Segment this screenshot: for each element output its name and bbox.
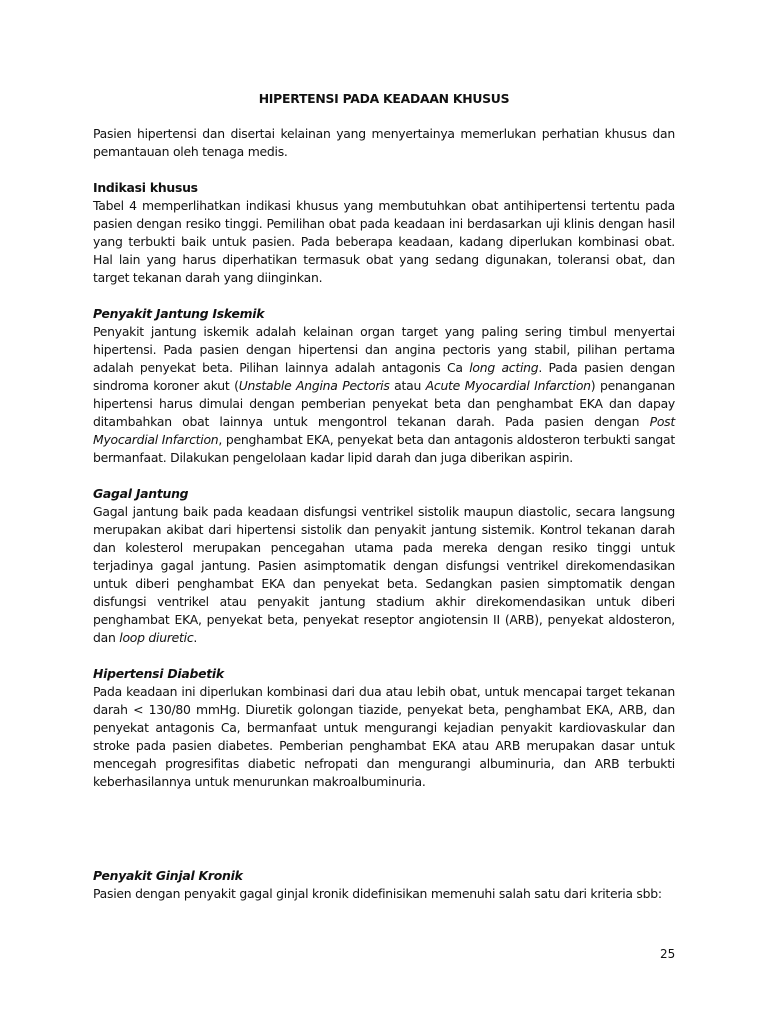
italic-term: long acting bbox=[469, 360, 539, 375]
indikasi-section bbox=[93, 179, 675, 287]
document-page bbox=[93, 90, 675, 921]
iskemik-section bbox=[93, 305, 675, 467]
section-heading-indikasi: Indikasi khusus bbox=[93, 180, 198, 195]
italic-term: Unstable Angina Pectoris bbox=[238, 378, 390, 393]
text-run: atau bbox=[389, 378, 426, 393]
diabetik-section bbox=[93, 665, 675, 791]
intro-section bbox=[93, 125, 675, 161]
text-run: . Pada pasien dengan sindroma koroner akut ( bbox=[93, 360, 675, 393]
diabetik-paragraph: Pada keadaan ini diperlukan kombinasi dari dua atau lebih obat, untuk mencapai target tekanan darah < 130/80 mmHg. Diuretik golongan tiazide, penyekat beta, penghambat EKA, ARB, dan penyekat antagonis Ca, bermanfaat untuk mengurangi kejadian penyakit kardiovaskular dan stroke pada pasien diabetes. Pemberian penghambat EKA atau ARB merupakan dasar untuk mencegah progresifitas diabetic nefropati dan mengurangi albuminuria, dan ARB terbukti keberhasilannya untuk menurunkan makroalbuminuria. bbox=[93, 684, 675, 789]
italic-term: loop diuretic bbox=[119, 630, 194, 645]
ginjal-paragraph: Pasien dengan penyakit gagal ginjal kronik didefinisikan memenuhi salah satu dari kriteria sbb: bbox=[93, 886, 662, 901]
page-number: 25 bbox=[660, 947, 676, 961]
ginjal-section bbox=[93, 867, 675, 903]
gagal-paragraph bbox=[93, 503, 675, 647]
section-heading-ginjal: Penyakit Ginjal Kronik bbox=[93, 868, 243, 883]
text-run: Gagal jantung baik pada keadaan disfungsi ventrikel sistolik maupun diastolic, secara langsung merupakan akibat dari hipertensi sistolik dan penyakit jantung sistemik. Kontrol tekanan darah dan kolesterol merupakan pencegahan utama pada mereka dengan resiko tinggi untuk terjadinya gagal jantung. Pasien asimptomatik dengan disfungsi ventrikel direkomendasikan untuk diberi penghambat EKA dan penyekat beta. Sedangkan pasien simptomatik dengan disfungsi ventrikel atau penyakit jantung stadium akhir direkomendasikan untuk diberi penghambat EKA, penyekat beta, penyekat reseptor angiotensin II (ARB), penyekat aldosteron, dan bbox=[93, 504, 675, 645]
text-run: , penghambat EKA, penyekat beta dan antagonis aldosteron terbukti sangat bermanfaat. Dilakukan pengelolaan kadar lipid darah dan juga diberikan aspirin. bbox=[93, 432, 675, 465]
section-heading-gagal: Gagal Jantung bbox=[93, 486, 189, 501]
italic-term: Acute Myocardial Infarction bbox=[425, 378, 591, 393]
text-run: ) penanganan hipertensi harus dimulai dengan pemberian penyekat beta dan penghambat EKA dan dapay ditambahkan obat lainnya untuk mengontrol tekanan darah. Pada pasien dengan bbox=[93, 378, 676, 429]
text-run: . bbox=[193, 630, 198, 645]
intro-paragraph: Pasien hipertensi dan disertai kelainan yang menyertainya memerlukan perhatian khusus dan pemantauan oleh tenaga medis. bbox=[93, 126, 675, 159]
italic-term: Post Myocardial Infarction bbox=[93, 414, 675, 447]
text-run: Penyakit jantung iskemik adalah kelainan organ target yang paling sering timbul menyertai hipertensi. Pada pasien dengan hipertensi dan angina pectoris yang stabil, pilihan pertama adalah penyekat beta. Pilihan lainnya adalah antagonis Ca bbox=[93, 324, 675, 375]
iskemik-paragraph bbox=[93, 323, 675, 467]
gagal-section bbox=[93, 485, 675, 647]
section-heading-iskemik: Penyakit Jantung Iskemik bbox=[93, 306, 265, 321]
page-title: HIPERTENSI PADA KEADAAN KHUSUS bbox=[258, 91, 510, 106]
section-heading-diabetik: Hipertensi Diabetik bbox=[93, 666, 224, 681]
indikasi-paragraph: Tabel 4 memperlihatkan indikasi khusus yang membutuhkan obat antihipertensi tertentu pada pasien dengan resiko tinggi. Pemilihan obat pada keadaan ini berdasarkan uji klinis dengan hasil yang terbukti baik untuk pasien. Pada beberapa keadaan, kadang diperlukan kombinasi obat. Hal lain yang harus diperhatikan termasuk obat yang sedang digunakan, toleransi obat, dan target tekanan darah yang diinginkan. bbox=[93, 198, 675, 285]
